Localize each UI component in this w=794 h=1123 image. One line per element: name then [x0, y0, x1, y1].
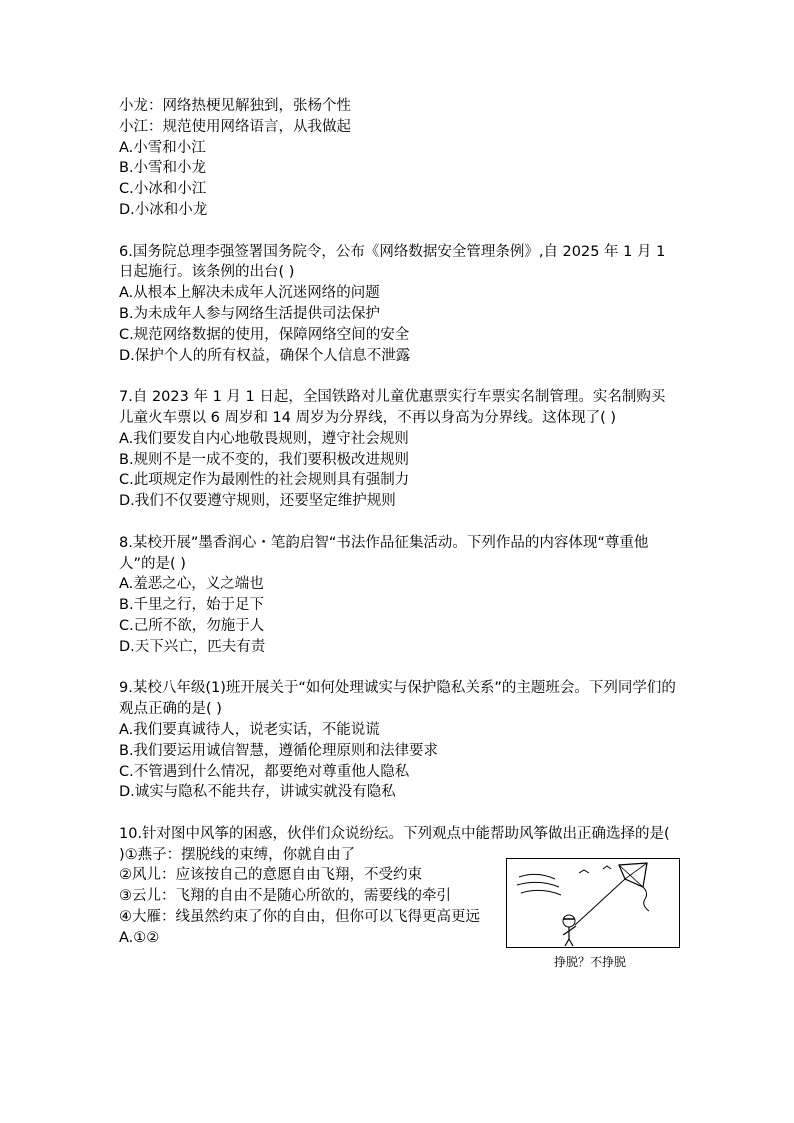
option-b: B.千里之行，始于足下: [119, 597, 265, 614]
option-d: D.小冰和小龙: [119, 201, 208, 218]
question-stem: 8.某校开展”墨香润心・笔韵启智“书法作品征集活动。下列作品的内容体现“尊重他人”的是( ): [119, 534, 649, 572]
option-d: D.我们不仅要遵守规则，还要坚定维护规则: [119, 493, 396, 510]
question-stem: 7.自 2023 年 1 月 1 日起，全国铁路对儿童优惠票实行车票实名制管理。实名制购买儿童火车票以 6 周岁和 14 周岁为分界线，不再以身高为分界线。这体现了( ): [119, 389, 666, 426]
question-10: [119, 824, 676, 969]
question-9: [119, 678, 676, 803]
option-d: D.保护个人的所有权益，确保个人信息不泄露: [119, 347, 411, 364]
question-8: [119, 533, 676, 658]
question-stem: 9.某校八年级(1)班开展关于“如何处理诚实与保护隐私关系”的主题班会。下列同学们的观点正确的是( ): [119, 680, 676, 718]
option-c: C.己所不欲，勿施于人: [119, 617, 265, 634]
kite-illustration: [506, 858, 680, 948]
viewpoint-2: ②风儿：应该按自己的意愿自由飞翔，不受约束: [119, 867, 422, 884]
question-stem: 6.国务院总理李强签署国务院令，公布《网络数据安全管理条例》,自 2025 年 1 月 1 日起施行。该条例的出台( ): [119, 243, 666, 281]
option-a: A.我们要真诚待人，说老实话，不能说谎: [119, 721, 380, 738]
question-stem: 10.针对图中风筝的困惑，伙伴们众说纷纭。下列观点中能帮助风筝做出正确选择的是( )①燕子：摆脱线的束缚，你就自由了: [119, 825, 670, 863]
viewpoint-3: ③云儿：飞翔的自由不是随心所欲的，需要线的牵引: [119, 888, 451, 905]
option-a: A.小雪和小江: [119, 139, 206, 156]
statement-xiaojiang: 小江：规范使用网络语言，从我做起: [119, 118, 351, 135]
option-c: C.小冰和小江: [119, 181, 207, 198]
figure-caption: 挣脱？不挣脱: [553, 954, 626, 969]
option-c: C.此项规定作为最刚性的社会规则具有强制力: [119, 472, 410, 489]
option-b: B.规则不是一成不变的，我们要积极改进规则: [119, 451, 410, 468]
question-7: [119, 387, 676, 512]
option-a: A.从根本上解决未成年人沉迷网络的问题: [119, 285, 380, 302]
option-b: B.小雪和小龙: [119, 160, 207, 177]
question-5-tail: [119, 96, 676, 221]
option-b: B.我们要运用诚信智慧，遵循伦理原则和法律要求: [119, 742, 439, 759]
option-a: A.羞恶之心，义之端也: [119, 576, 264, 593]
viewpoint-4: ④大雁：线虽然约束了你的自由，但你可以飞得更高更远: [119, 909, 480, 926]
statement-xiaolong: 小龙：网络热梗见解独到，张杨个性: [119, 98, 351, 114]
option-d: D.天下兴亡，匹夫有责: [119, 638, 266, 655]
option-a: A.我们要发自内心地敬畏规则，遵守社会规则: [119, 430, 409, 447]
option-d: D.诚实与隐私不能共存，讲诚实就没有隐私: [119, 784, 396, 801]
option-b: B.为未成年人参与网络生活提供司法保护: [119, 305, 381, 322]
kite-drawing: [507, 859, 679, 947]
option-a: A.①②: [119, 929, 160, 946]
question-6: [119, 242, 676, 367]
option-c: C.规范网络数据的使用，保障网络空间的安全: [119, 326, 410, 343]
option-c: C.不管遇到什么情况，都要绝对尊重他人隐私: [119, 763, 410, 780]
